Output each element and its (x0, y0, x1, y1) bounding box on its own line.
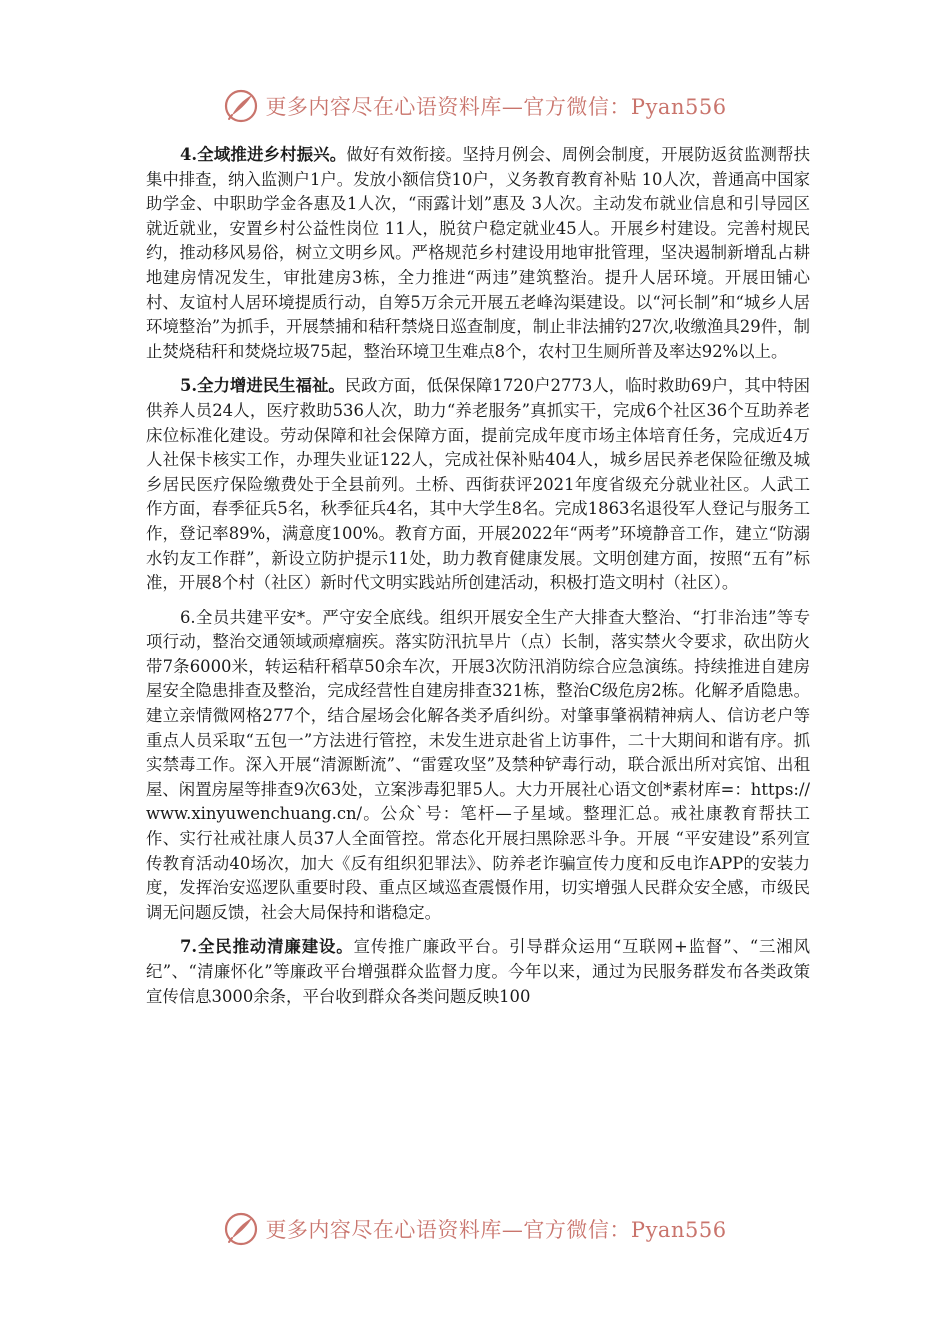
paragraph-text: 6.全员共建平安*。严守安全底线。组织开展安全生产大排查大整治、“打非治违”等专项行动，整治交通领域顽瘴痼疾。落实防汛抗旱片（点）长制，落实禁火令要求，砍出防火带7条6000米，转运秸秆稻草50余车次，开展3次防汛消防综合应急演练。持续推进自建房屋安全隐患排查及整治，完成经营性自建房排查321栋，整治C级危房2栋。化解矛盾隐患。建立亲情微网格277个，结合屋场会化解各类矛盾纠纷。对肇事肇祸精神病人、信访老户等重点人员采取“五包一”方法进行管控，未发生进京赴省上访事件，二十大期间和谐有序。抓实禁毒工作。深入开展“清源断流”、“雷霆攻坚”及禁种铲毒行动，联合派出所对宾馆、出租屋、闲置房屋等排查9次63处，立案涉毒犯罪5人。大力开展社心语文创*素材库=：https://www.xinyuwenchuang.cn/。公众`号：笔杆—子星域。整理汇总。戒社康教育帮扶工作、实行社戒社康人员37人全面管控。常态化开展扫黑除恶斗争。开展 “平安建设”系列宣传教育活动40场次，加大《反有组织犯罪法》、防养老诈骗宣传力度和反电诈APP的安装力度，发挥治安巡逻队重要时段、重点区域巡查震慑作用，切实增强人民群众安全感，市级民调无问题反馈，社会大局保持和谐稳定。 (146, 607, 810, 922)
paragraph-text: 做好有效衔接。坚持月例会、周例会制度，开展防返贫监测帮扶集中排查，纳入监测户1户。发放小额信贷10户，义务教育教育补贴 10人次，普通高中国家助学金、中职助学金各惠及1人次，“雨露计划”惠及 3人次。主动发布就业信息和引导园区就近就业，安置乡村公益性岗位 11人，脱贫户稳定就业45人。开展乡村建设。完善村规民约，推动移风易俗，树立文明乡风。严格规范乡村建设用地审批管理，坚决遏制新增乱占耕地建房情况发生，审批建房3栋，全力推进“两违”建筑整治。提升人居环境。开展田铺心村、友谊村人居环境提质行动，自筹5万余元开展五老峰沟渠建设。以“河长制”和“城乡人居环境整治”为抓手，开展禁捕和秸秆禁烧日巡查制度，制止非法捕钓27次,收缴渔具29件，制止焚烧秸秆和焚烧垃圾75起，整治环境卫生难点8个，农村卫生厕所普及率达92%以上。 (146, 145, 810, 361)
paragraph-clean-governance (146, 935, 810, 1009)
header-watermark (0, 84, 950, 128)
watermark-text: 更多内容尽在心语资料库—官方微信：Pyan556 (265, 1218, 727, 1242)
paragraph-text: 民政方面，低保保障1720户2773人，临时救助69户，其中特困供养人员24人，医疗救助536人次，助力“养老服务”真抓实干，完成6个社区36个互助养老床位标准化建设。劳动保障和社会保障方面，提前完成年度市场主体培育任务，完成近4万人社保卡核实工作，办理失业证122人，完成社保补贴404人，城乡居民养老保险征缴及城乡居民医疗保险缴费处于全县前列。土桥、西街获评2021年度省级充分就业社区。人武工作方面，春季征兵5名，秋季征兵4名，其中大学生8名。完成1863名退役军人登记与服务工作，登记率89%，满意度100%。教育方面，开展2022年“两考”环境静音工作，建立“防溺水钓友工作群”，新设立防护提示11处，助力教育健康发展。文明创建方面，按照“五有”标准，开展8个村（社区）新时代文明实践站所创建活动，积极打造文明村（社区）。 (146, 376, 810, 593)
feather-pen-logo-icon (223, 88, 259, 124)
paragraph-heading: 5.全力增进民生福祉。 (180, 376, 345, 396)
document-body (146, 143, 810, 1019)
feather-pen-logo-icon (223, 1211, 259, 1247)
paragraph-rural-revitalization (146, 143, 810, 364)
paragraph-safety (146, 606, 810, 926)
paragraph-heading: 4.全域推进乡村振兴。 (180, 145, 347, 164)
watermark-text: 更多内容尽在心语资料库—官方微信：Pyan556 (265, 95, 727, 119)
paragraph-heading: 7.全民推动清廉建设。 (180, 937, 354, 957)
paragraph-livelihood (146, 374, 810, 595)
footer-watermark (0, 1207, 950, 1251)
paragraph-text: 宣传推广廉政平台。引导群众运用“互联网+监督”、“三湘风纪”、“清廉怀化”等廉政平台增强群众监督力度。今年以来，通过为民服务群发布各类政策宣传信息3000余条，平台收到群众各类问题反映100 (146, 937, 810, 1006)
